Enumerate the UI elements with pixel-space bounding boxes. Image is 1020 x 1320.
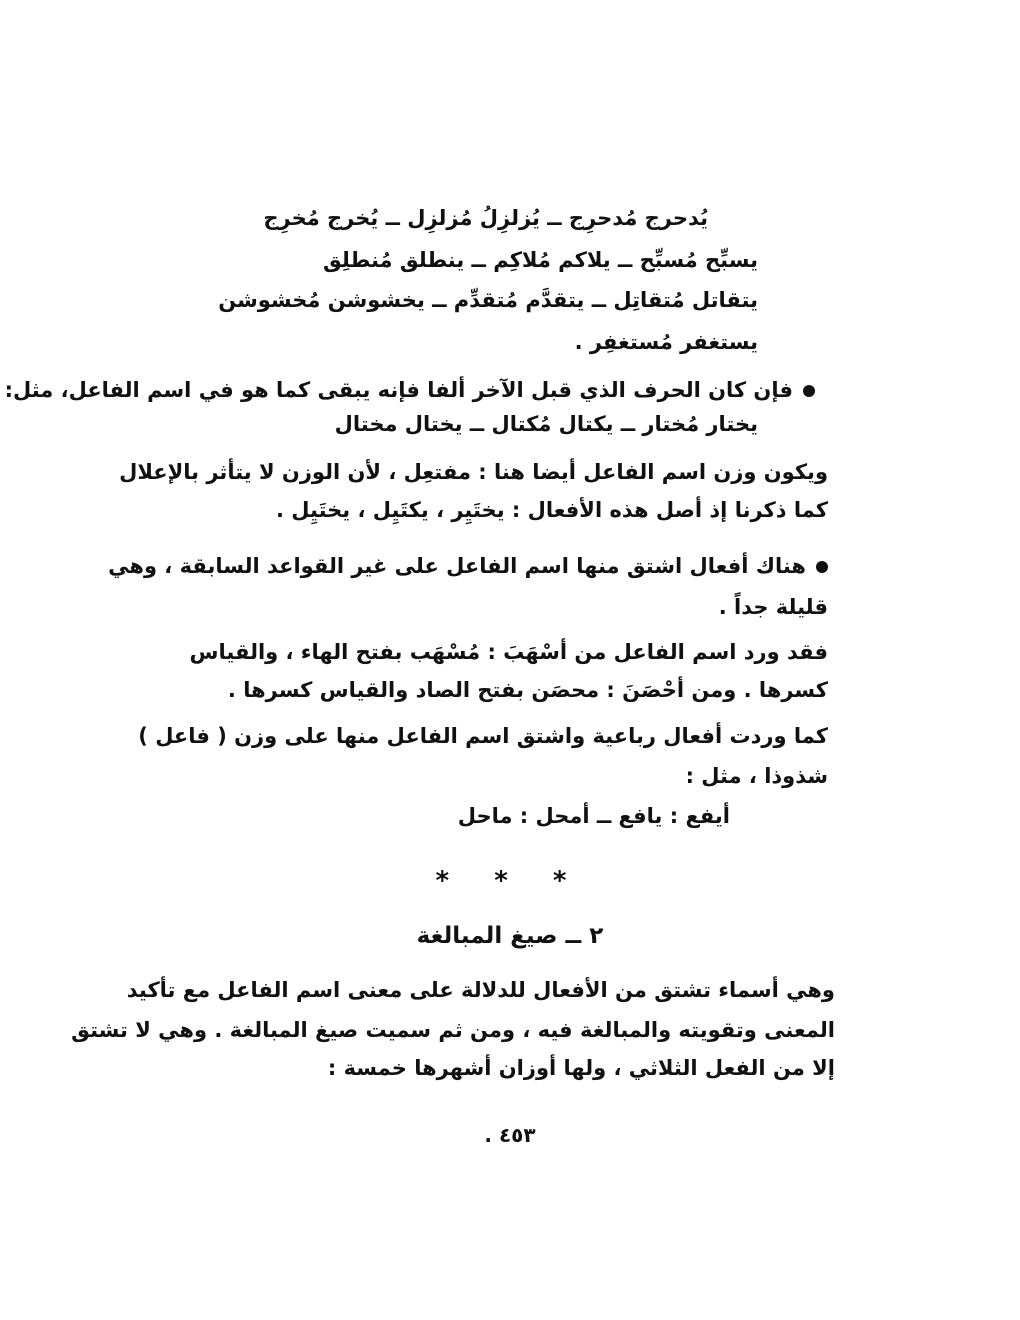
examples-line: أيفع : يافع ــ أمحل : ماحل	[457, 804, 730, 828]
paragraph-1-line-2: كما ذكرنا إذ أصل هذه الأفعال : يختَيِر ، يكتَيِل ، يختَيِل .	[275, 498, 828, 522]
bullet-1-text: فإن كان الحرف الذي قبل الآخر ألفا فإنه يبقى كما هو في اسم الفاعل، مثل:	[4, 378, 793, 402]
paragraph-4-line-1: وهي أسماء تشتق من الأفعال للدلالة على معنى اسم الفاعل مع تأكيد	[126, 978, 835, 1002]
paragraph-2-line-1: فقد ورد اسم الفاعل من أسْهَبَ : مُسْهَب بفتح الهاء ، والقياس	[189, 640, 828, 664]
bullet-icon	[816, 561, 828, 573]
paragraph-4-line-3: إلا من الفعل الثلاثي ، ولها أوزان أشهرها خمسة :	[327, 1056, 835, 1080]
paragraph-2-line-2: كسرها . ومن أحْصَنَ : محصَن بفتح الصاد والقياس كسرها .	[227, 678, 828, 702]
verb-line-4: يستغفر مُستغفِر .	[574, 330, 758, 354]
paragraph-3-line-1: كما وردت أفعال رباعية واشتق اسم الفاعل منها على وزن ( فاعل )	[138, 724, 828, 748]
verb-line-1: يُدحرج مُدحرِج ــ يُزلزِلُ مُزلزِل ــ يُخرج مُخرِج	[263, 206, 708, 230]
verb-line-3: يتقاتل مُتقاتِل ــ يتقدَّم مُتقدِّم ــ يخشوشن مُخشوشن	[218, 288, 758, 312]
section-separator: * * *	[435, 866, 585, 896]
bullet-icon	[803, 385, 815, 397]
paragraph-1-line-1: ويكون وزن اسم الفاعل أيضا هنا : مفتعِل ، لأن الوزن لا يتأثر بالإعلال	[119, 460, 828, 484]
paragraph-4-line-2: المعنى وتقويته والمبالغة فيه ، ومن ثم سميت صيغ المبالغة . وهي لا تشتق	[71, 1018, 835, 1042]
paragraph-3-line-2: شذوذا ، مثل :	[685, 764, 828, 788]
bullet-2-line-1: هناك أفعال اشتق منها اسم الفاعل على غير القواعد السابقة ، وهي	[108, 554, 806, 578]
verb-line-2: يسبِّح مُسبِّح ــ يلاكم مُلاكِم ــ ينطلق مُنطلِق	[322, 248, 758, 272]
bullet-paragraph-1	[5, 380, 815, 401]
bullet-1-examples: يختار مُختار ــ يكتال مُكتال ــ يختال مختال	[334, 412, 758, 436]
bullet-paragraph-2	[108, 556, 828, 577]
page-number: ٤٥٣ .	[484, 1123, 536, 1147]
bullet-2-line-2: قليلة جداً .	[718, 595, 828, 619]
section-heading: ٢ ــ صيغ المبالغة	[416, 923, 604, 949]
